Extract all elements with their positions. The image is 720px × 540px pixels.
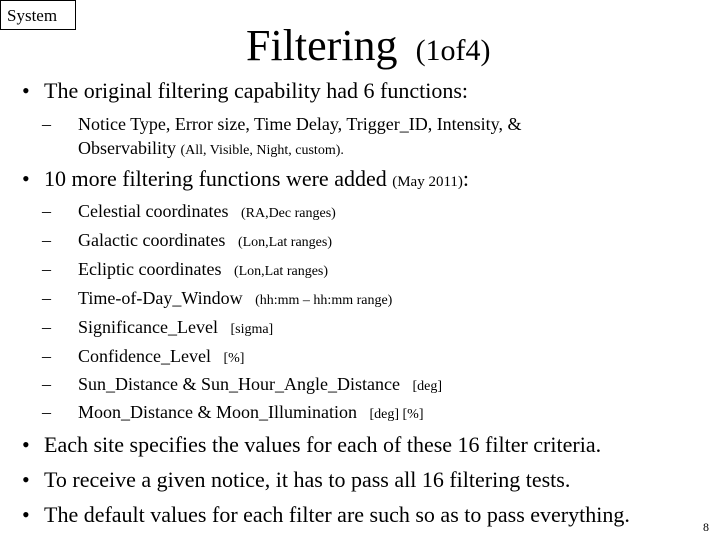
page-number: 8 bbox=[703, 520, 709, 534]
dash-marker: – bbox=[42, 259, 51, 279]
item-paren: [sigma] bbox=[230, 322, 274, 337]
item-paren: [deg] [%] bbox=[369, 407, 424, 422]
bullet-4 bbox=[22, 467, 570, 493]
bullet-3-text: Each site specifies the values for each of these 16 filter criteria. bbox=[44, 432, 602, 457]
bullet-1-sub-line2-paren: (All, Visible, Night, custom). bbox=[180, 143, 344, 158]
item-main: Ecliptic coordinates bbox=[78, 259, 222, 279]
dash-marker: – bbox=[42, 288, 51, 308]
bullet-2-paren: (May 2011) bbox=[392, 174, 463, 190]
list-item bbox=[42, 229, 332, 254]
list-item bbox=[42, 200, 336, 225]
dash-marker: – bbox=[42, 402, 51, 422]
list-item bbox=[42, 401, 424, 426]
item-main: Moon_Distance & Moon_Illumination bbox=[78, 402, 357, 422]
item-paren: [%] bbox=[223, 351, 245, 366]
bullet-4-text: To receive a given notice, it has to pass all 16 filtering tests. bbox=[44, 467, 571, 492]
bullet-2 bbox=[22, 166, 469, 195]
bullet-5 bbox=[22, 502, 630, 528]
slide-title bbox=[246, 18, 491, 79]
item-main: Sun_Distance & Sun_Hour_Angle_Distance bbox=[78, 374, 400, 394]
list-item bbox=[42, 373, 442, 398]
bullet-1 bbox=[22, 78, 468, 104]
bullet-1-text: The original filtering capability had 6 functions: bbox=[44, 78, 468, 103]
bullet-2-text: 10 more filtering functions were added bbox=[44, 166, 387, 191]
item-main: Confidence_Level bbox=[78, 346, 211, 366]
bullet-2-colon: : bbox=[462, 166, 470, 191]
list-item bbox=[42, 345, 244, 370]
dash-marker: – bbox=[42, 374, 51, 394]
system-tag: System bbox=[0, 0, 76, 30]
dash-marker: – bbox=[42, 201, 51, 221]
title-text: Filtering bbox=[246, 21, 398, 70]
bullet-dot: • bbox=[22, 502, 30, 527]
bullet-1-sub-line1: Notice Type, Error size, Time Delay, Trigger_ID, Intensity, & bbox=[78, 114, 522, 134]
bullet-dot: • bbox=[22, 78, 30, 103]
dash-marker: – bbox=[42, 114, 51, 134]
title-subtitle: (1of4) bbox=[415, 34, 491, 67]
bullet-dot: • bbox=[22, 467, 30, 492]
bullet-3 bbox=[22, 432, 601, 458]
item-main: Time-of-Day_Window bbox=[78, 288, 243, 308]
list-item bbox=[42, 287, 392, 312]
item-paren: [deg] bbox=[412, 379, 442, 394]
item-paren: (RA,Dec ranges) bbox=[240, 206, 336, 221]
item-paren: (hh:mm – hh:mm range) bbox=[255, 293, 393, 308]
bullet-1-sub-line2-main: Observability bbox=[78, 138, 176, 158]
item-paren: (Lon,Lat ranges) bbox=[233, 264, 329, 279]
dash-marker: – bbox=[42, 346, 51, 366]
item-main: Celestial coordinates bbox=[78, 201, 229, 221]
bullet-1-sub bbox=[42, 113, 522, 135]
item-main: Significance_Level bbox=[78, 317, 218, 337]
bullet-1-sub-line2 bbox=[78, 137, 344, 162]
dash-marker: – bbox=[42, 230, 51, 250]
bullet-dot: • bbox=[22, 166, 30, 191]
item-paren: (Lon,Lat ranges) bbox=[237, 235, 333, 250]
dash-marker: – bbox=[42, 317, 51, 337]
list-item bbox=[42, 258, 328, 283]
item-main: Galactic coordinates bbox=[78, 230, 226, 250]
bullet-5-text: The default values for each filter are such so as to pass everything. bbox=[44, 502, 630, 527]
bullet-dot: • bbox=[22, 432, 30, 457]
list-item bbox=[42, 316, 273, 341]
